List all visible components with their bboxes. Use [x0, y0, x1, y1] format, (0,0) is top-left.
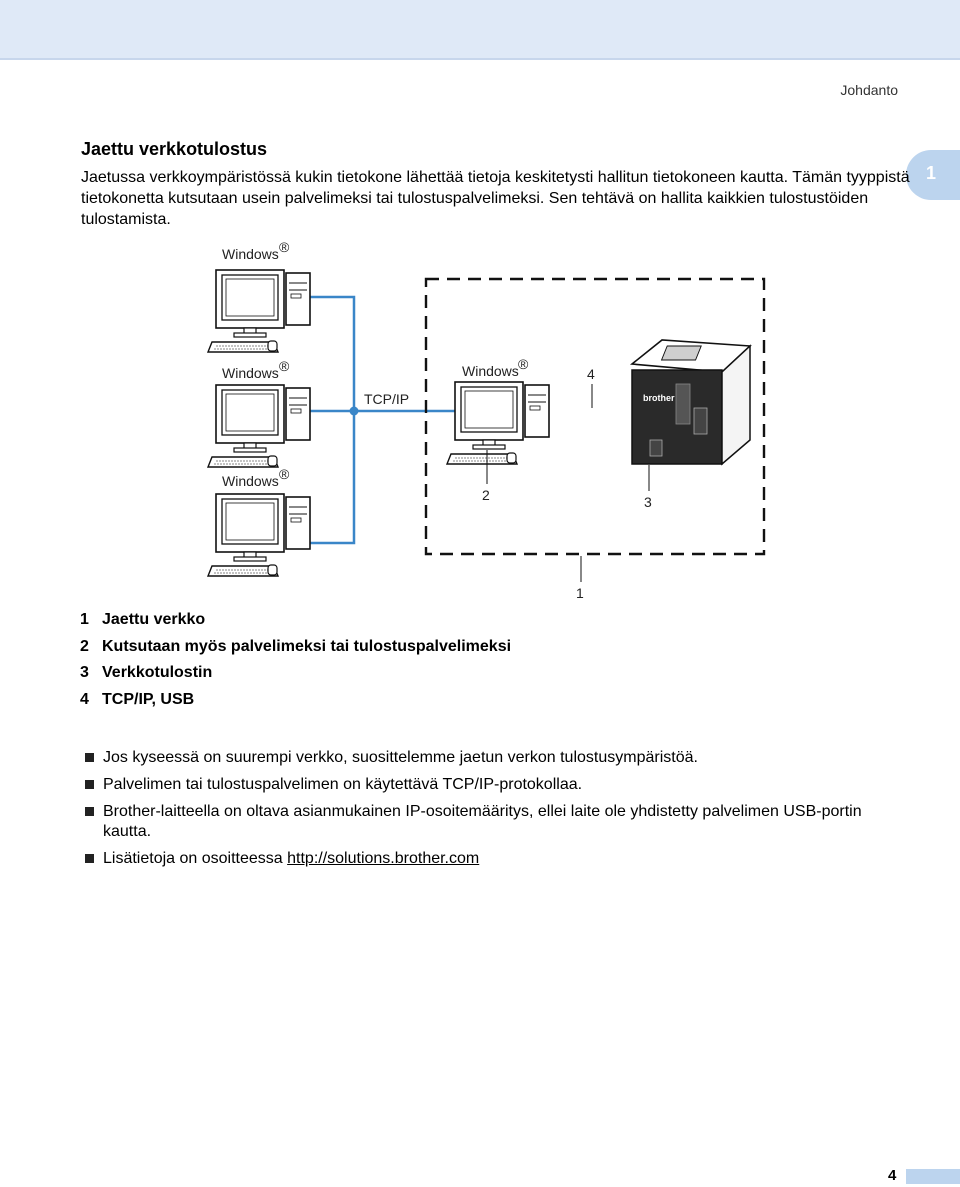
bottom-color-band	[906, 1169, 960, 1184]
computer-icon	[208, 270, 310, 352]
callout-3: 3	[644, 494, 652, 510]
legend-item	[80, 610, 511, 637]
registered-mark: ®	[279, 239, 290, 255]
legend-number: 2	[80, 637, 89, 655]
note-text: Lisätietoja on osoitteessa	[103, 850, 288, 867]
solutions-link[interactable]: http://solutions.brother.com	[287, 850, 480, 867]
chapter-number: 1	[926, 163, 937, 183]
registered-mark: ®	[518, 356, 529, 372]
note-item	[84, 802, 914, 842]
note-item	[84, 849, 914, 869]
note-text: Palvelimen tai tulostuspalvelimen on käytettävä TCP/IP-protokollaa.	[103, 776, 583, 793]
note-item	[84, 775, 914, 795]
legend-item	[80, 637, 511, 664]
callout-1: 1	[576, 585, 584, 600]
page-number: 4	[888, 1167, 897, 1184]
intro-paragraph: Jaetussa verkkoympäristössä kukin tietokone lähettää tietoja keskitetysti hallitun tietokoneen kautta. Tämän tyyppistä tietokonetta kutsutaan usein palvelimeksi tai tulostuspalvelimeksi. Sen tehtävä on hallita kaikkien tulostustöiden tulostamista.	[81, 169, 910, 228]
tcpip-label: TCP/IP	[364, 391, 410, 407]
note-text: Jos kyseessä on suurempi verkko, suosittelemme jaetun verkon tulostusympäristöä.	[103, 749, 698, 766]
network-lines	[286, 297, 457, 543]
registered-mark: ®	[279, 466, 290, 482]
notes-list	[84, 748, 914, 876]
legend-text: Jaettu verkko	[102, 611, 206, 628]
header-section-label: Johdanto	[840, 82, 898, 98]
windows-label: Windows	[462, 363, 519, 379]
callout-2: 2	[482, 487, 490, 503]
computer-icon	[208, 385, 310, 467]
registered-mark: ®	[279, 358, 290, 374]
legend-item	[80, 690, 511, 717]
legend-text: Kutsutaan myös palvelimeksi tai tulostuspalvelimeksi	[102, 637, 512, 655]
callout-4: 4	[587, 366, 595, 382]
note-text: Brother-laitteella on oltava asianmukainen IP-osoitemääritys, ellei laite ole yhdistetty palvelimen USB-portin kautta.	[103, 803, 862, 840]
windows-label: Windows	[222, 473, 279, 489]
network-junction-node	[350, 407, 359, 416]
windows-label: Windows	[222, 246, 279, 262]
legend-number: 3	[80, 664, 89, 682]
legend-list	[80, 610, 511, 717]
legend-text: Verkkotulostin	[102, 664, 213, 682]
legend-item	[80, 663, 511, 690]
note-item	[84, 748, 914, 768]
legend-text: TCP/IP, USB	[102, 691, 195, 709]
printer-brand-label: brother	[643, 393, 675, 403]
legend-number: 4	[80, 691, 89, 709]
server-computer-icon	[447, 382, 549, 464]
computer-icon	[208, 494, 310, 576]
section-title: Jaettu verkkotulostus	[81, 139, 268, 159]
windows-label: Windows	[222, 365, 279, 381]
legend-number: 1	[80, 611, 89, 628]
